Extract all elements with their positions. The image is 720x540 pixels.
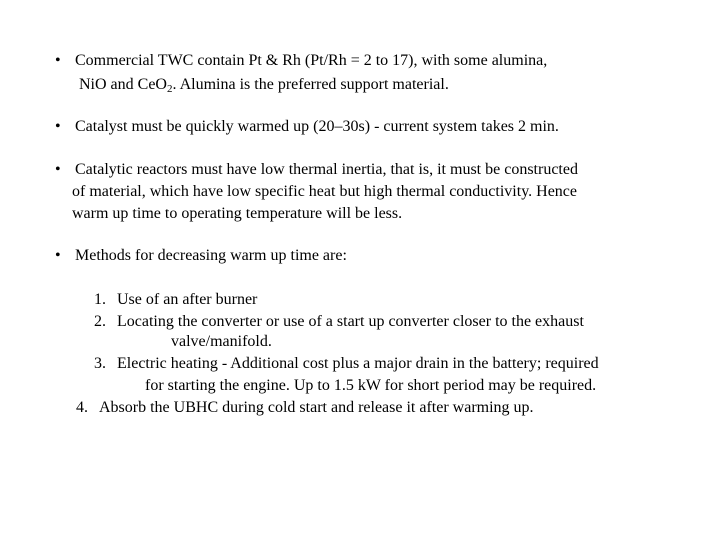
bullet-3-line-2: of material, which have low specific heat but high thermal conductivity. Hence — [72, 183, 578, 200]
method-1-text: Use of an after burner — [117, 291, 258, 308]
bullet-2-line-1: Catalyst must be quickly warmed up (20–30s) - current system takes 2 min. — [75, 118, 559, 135]
bullet-marker: • — [55, 247, 61, 264]
bullet-marker: • — [55, 161, 61, 178]
bullet-3-line-1: Catalytic reactors must have low thermal inertia, that is, it must be constructed — [75, 161, 578, 178]
bullet-1-line-2: NiO and CeO$_2$. Alumina is the preferred support material. — [79, 76, 449, 95]
method-2-text: Locating the converter or use of a start up converter closer to the exhaust — [117, 313, 584, 330]
bullet-4-line-1: Methods for decreasing warm up time are: — [75, 247, 347, 264]
bullet-marker: • — [55, 52, 61, 69]
method-4-text: Absorb the UBHC during cold start and release it after warming up. — [99, 399, 534, 416]
bullet-3-line-3: warm up time to operating temperature will be less. — [72, 205, 403, 222]
method-3-text-cont: for starting the engine. Up to 1.5 kW for short period may be required. — [145, 377, 597, 394]
method-2-text-cont: valve/manifold. — [171, 333, 272, 350]
method-3-number: 3. — [94, 355, 106, 372]
method-3-text: Electric heating - Additional cost plus a major drain in the battery; required — [117, 355, 599, 372]
bullet-1-line-1: Commercial TWC contain Pt & Rh (Pt/Rh = 2 to 17), with some alumina, — [75, 52, 548, 69]
bullet-marker: • — [55, 118, 61, 135]
subscript: 2 — [166, 83, 173, 95]
method-2-number: 2. — [94, 313, 106, 330]
method-4-number: 4. — [76, 399, 88, 416]
method-1-number: 1. — [94, 291, 106, 308]
